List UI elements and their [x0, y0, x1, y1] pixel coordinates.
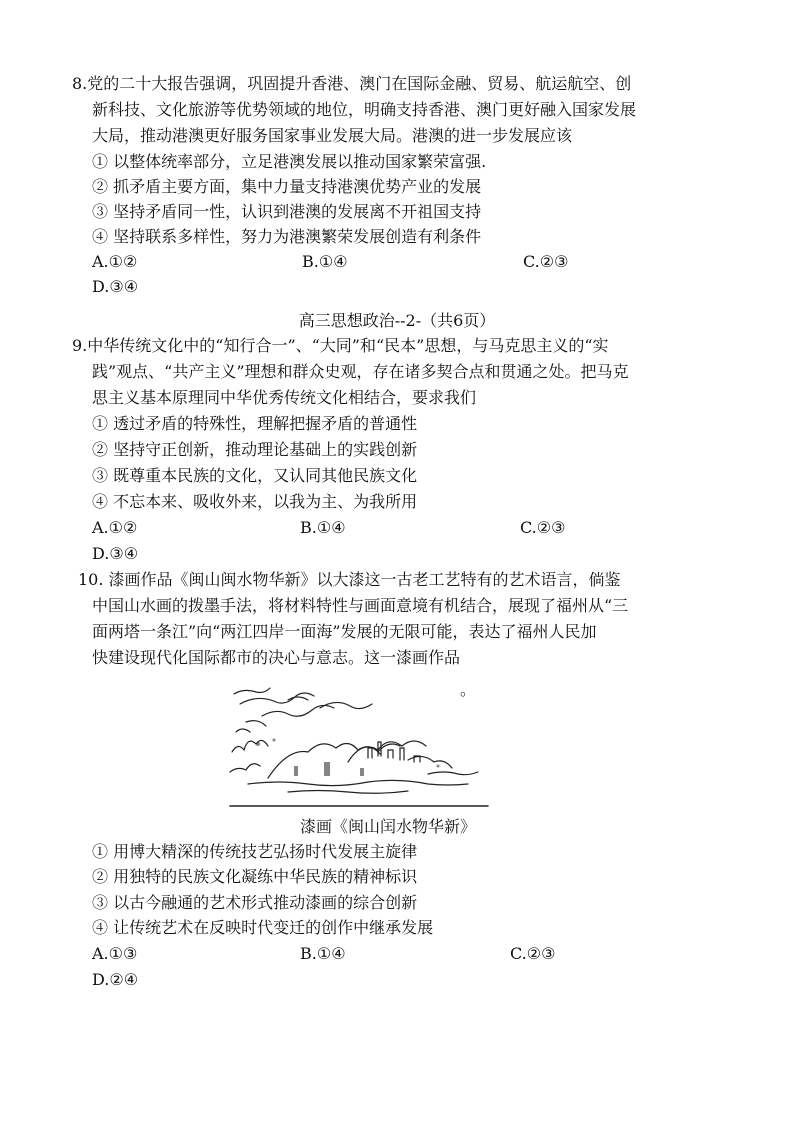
q9-item-2: ② 坚持守正创新，推动理论基础上的实践创新 — [92, 440, 418, 459]
q9-stem-line-3: 思主义基本原理同中华优秀传统文化相结合，要求我们 — [92, 388, 477, 407]
q8-stem-line-2: 新科技、文化旅游等优势领域的地位，明确支持香港、澳门更好融入国家发展 — [92, 100, 637, 119]
q9-choice-a: A.①② — [92, 518, 138, 537]
q10-choice-a: A.①③ — [92, 944, 138, 963]
q10-stem-line-4: 快建设现代化国际都市的决心与意志。这一漆画作品 — [92, 648, 461, 667]
q8-choice-a: A.①② — [92, 252, 138, 271]
q9-item-4: ④ 不忘本来、吸收外来，以我为主、为我所用 — [92, 492, 418, 511]
q8-choice-d: D.③④ — [92, 277, 139, 296]
q9-stem-line-1: 9.中华传统文化中的“知行合一”、“大同”和“民本”思想，与马克思主义的“实 — [72, 336, 609, 355]
q8-item-3: ③ 坚持矛盾同一性，认识到港澳的发展离不开祖国支持 — [92, 202, 482, 221]
q10-item-4: ④ 让传统艺术在反映时代变迁的创作中继承发展 — [92, 918, 434, 937]
q10-choice-d: D.②④ — [92, 970, 139, 989]
page-footer: 高三思想政治--2-（共6页） — [298, 311, 496, 330]
q10-item-3: ③ 以古今融通的艺术形式推动漆画的综合创新 — [92, 893, 418, 912]
q10-stem-line-2: 中国山水画的拨墨手法，将材料特性与画面意境有机结合，展现了福州从“三 — [92, 596, 629, 615]
q8-stem-line-1: 8.党的二十大报告强调，巩固提升香港、澳门在国际金融、贸易、航运航空、创 — [72, 74, 632, 93]
q9-choice-b: B.①④ — [300, 518, 346, 537]
q10-choice-c: C.②③ — [510, 944, 556, 963]
lacquer-painting-image — [228, 682, 490, 810]
q10-choice-b: B.①④ — [300, 944, 346, 963]
q8-item-4: ④ 坚持联系多样性，努力为港澳繁荣发展创造有利条件 — [92, 227, 482, 246]
q10-stem-line-3: 面两塔一条江”向“两江四岸一面海”发展的无限可能，表达了福州人民加 — [92, 622, 597, 641]
q9-stem-line-2: 践”观点、“共产主义”理想和群众史观，存在诸多契合点和贯通之处。把马克 — [92, 362, 629, 381]
figure-caption: 漆画《闽山闰水物华新》 — [300, 817, 477, 836]
q8-item-2: ② 抓矛盾主要方面，集中力量支持港澳优势产业的发展 — [92, 177, 482, 196]
answer-blank-dot: 。 — [460, 680, 477, 699]
q9-item-1: ① 透过矛盾的特殊性，理解把握矛盾的普通性 — [92, 414, 418, 433]
q10-stem-line-1: 10. 漆画作品《闽山闽水物华新》以大漆这一古老工艺特有的艺术语言，倘鉴 — [78, 570, 621, 589]
q9-choice-c: C.②③ — [520, 518, 566, 537]
q9-item-3: ③ 既尊重本民族的文化，又认同其他民族文化 — [92, 466, 418, 485]
q10-item-1: ① 用博大精深的传统技艺弘扬时代发展主旋律 — [92, 842, 418, 861]
q8-choice-c: C.②③ — [523, 252, 569, 271]
q8-item-1: ① 以整体统率部分，立足港澳发展以推动国家繁荣富强. — [92, 152, 487, 171]
q8-choice-b: B.①④ — [302, 252, 348, 271]
q8-stem-line-3: 大局，推动港澳更好服务国家事业发展大局。港澳的进一步发展应该 — [92, 126, 573, 145]
q9-choice-d: D.③④ — [92, 544, 139, 563]
q10-item-2: ② 用独特的民族文化凝练中华民族的精神标识 — [92, 867, 418, 886]
